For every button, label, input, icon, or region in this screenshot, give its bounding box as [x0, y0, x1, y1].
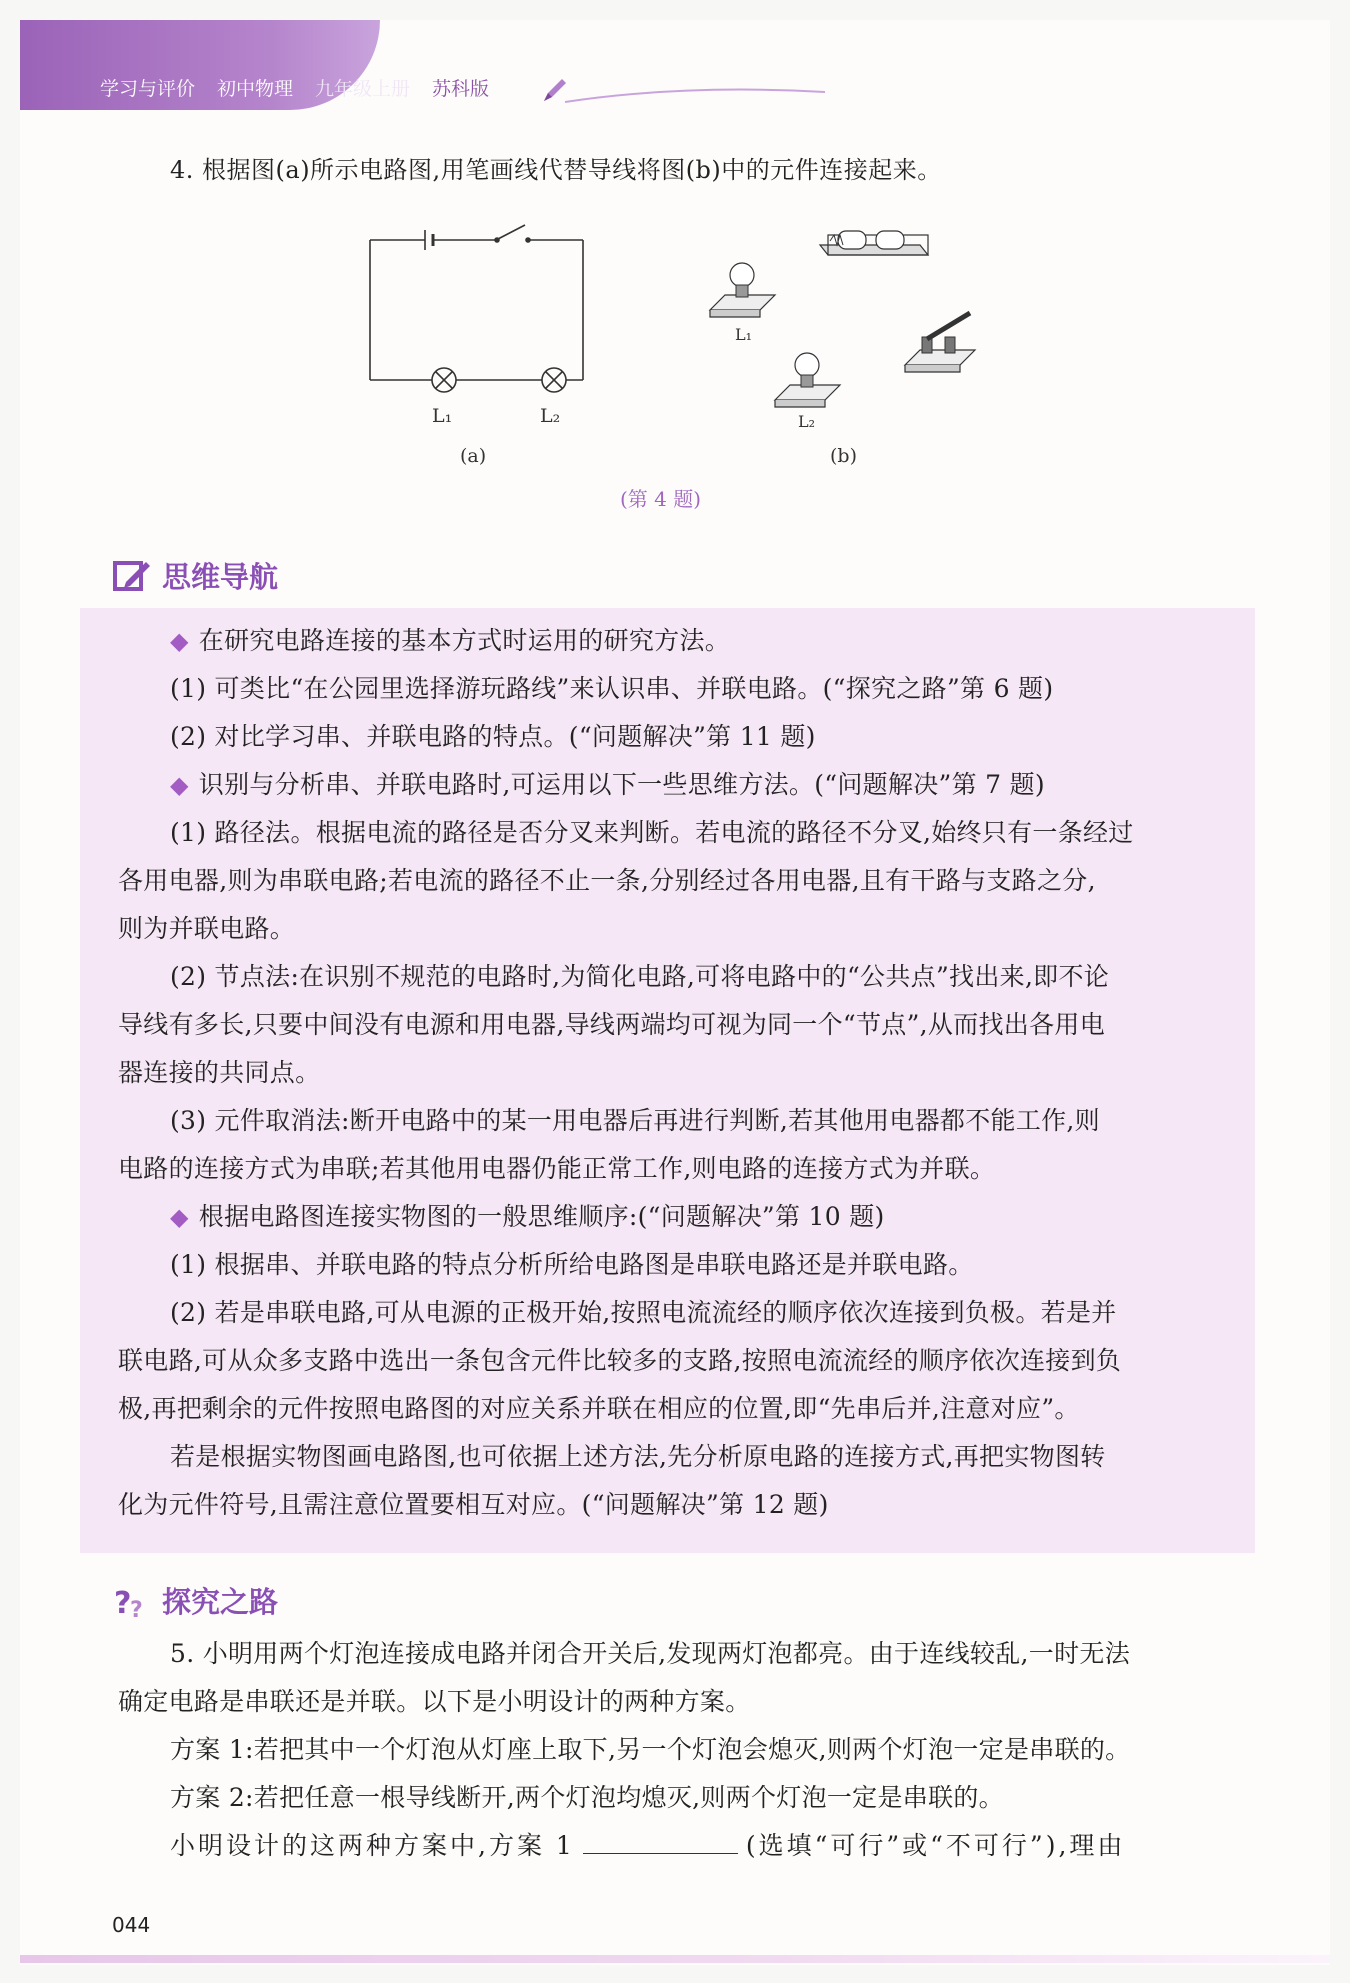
nav-line-16: 联电路,可从众多支路中选出一条包含元件比较多的支路,按照电流流经的顺序依次连接到负 — [118, 1346, 1122, 1375]
nav-line-17: 极,再把剩余的元件按照电路图的对应关系并联在相应的位置,即“先串后并,注意对应”。 — [118, 1394, 1080, 1423]
lamp-l2-icon — [775, 353, 840, 407]
circuit-diagram-a — [340, 210, 600, 420]
component-diagram-b — [680, 215, 1020, 435]
nav-line-10: 器连接的共同点。 — [118, 1058, 321, 1087]
svg-text:?: ? — [114, 1585, 132, 1619]
edit-note-icon — [112, 558, 152, 594]
nav-line-9: 导线有多长,只要中间没有电源和用电器,导线两端均可视为同一个“节点”,从而找出各用电 — [118, 1010, 1106, 1039]
explore-line-1: 5. 小明用两个灯泡连接成电路并闭合开关后,发现两灯泡都亮。由于连线较乱,一时无法 — [170, 1639, 1130, 1668]
switch-icon — [905, 313, 975, 372]
header-item-subject: 初中物理 — [217, 77, 294, 100]
plan-1-text: 方案 1:若把其中一个灯泡从灯座上取下,另一个灯泡会熄灭,则两个灯泡一定是串联的。 — [170, 1735, 1131, 1764]
nav-line-19: 化为元件符号,且需注意位置要相互对应。(“问题解决”第 12 题) — [118, 1490, 829, 1519]
nav-title-text: 思维导航 — [162, 560, 279, 594]
explore-question-line: 小明设计的这两种方案中,方案 1 (选填“可行”或“不可行”),理由 — [170, 1831, 1126, 1860]
lamp-l1-icon — [710, 263, 775, 317]
nav-line-13: ◆ 根据电路图连接实物图的一般思维顺序:(“问题解决”第 10 题) — [170, 1202, 885, 1231]
header-item-grade: 九年级上册 — [315, 77, 411, 100]
diamond-bullet-icon: ◆ — [170, 627, 189, 655]
figure-caption: (第 4 题) — [620, 487, 702, 511]
figure-a-label: (a) — [460, 445, 487, 467]
header-breadcrumb — [100, 72, 489, 102]
nav-line-6: 各用电器,则为串联电路;若电流的路径不止一条,分别经过各用电器,且有干路与支路之分, — [118, 866, 1096, 895]
header-item-book: 学习与评价 — [100, 77, 196, 100]
nav-line-7: 则为并联电路。 — [118, 914, 296, 943]
header-item-edition: 苏科版 — [432, 77, 490, 100]
nav-line-12: 电路的连接方式为串联;若其他用电器仍能正常工作,则电路的连接方式为并联。 — [118, 1154, 996, 1183]
figure-b-label: (b) — [830, 445, 857, 467]
diamond-bullet-icon: ◆ — [170, 1203, 189, 1231]
lamp-l1-label-b: L₁ — [735, 325, 753, 344]
explore-section-title — [112, 1580, 278, 1621]
nav-line-5: (1) 路径法。根据电流的路径是否分叉来判断。若电流的路径不分叉,始终只有一条经过 — [170, 818, 1134, 847]
nav-line-18: 若是根据实物图画电路图,也可依据上述方法,先分析原电路的连接方式,再把实物图转 — [170, 1442, 1106, 1471]
nav-section-title — [112, 555, 278, 596]
plan-2-text: 方案 2:若把任意一根导线断开,两个灯泡均熄灭,则两个灯泡一定是串联的。 — [170, 1783, 1004, 1812]
diamond-bullet-icon: ◆ — [170, 771, 189, 799]
bottom-decor-band — [20, 1955, 1330, 1963]
svg-text:?: ? — [130, 1597, 143, 1619]
lamp-l2-label-a: L₂ — [540, 405, 561, 427]
nav-line-8: (2) 节点法:在识别不规范的电路时,为简化电路,可将电路中的“公共点”找出来,即不论 — [170, 962, 1110, 991]
nav-line-15: (2) 若是串联电路,可从电源的正极开始,按照电流流经的顺序依次连接到负极。若是并 — [170, 1298, 1117, 1327]
explore-title-text: 探究之路 — [162, 1585, 279, 1619]
nav-line-14: (1) 根据串、并联电路的特点分析所给电路图是串联电路还是并联电路。 — [170, 1250, 974, 1279]
explore-line-2: 确定电路是串联还是并联。以下是小明设计的两种方案。 — [118, 1687, 751, 1716]
answer-blank-field[interactable] — [583, 1831, 738, 1854]
battery-icon — [820, 231, 928, 255]
nav-line-3: (2) 对比学习串、并联电路的特点。(“问题解决”第 11 题) — [170, 722, 816, 751]
nav-line-4: ◆ 识别与分析串、并联电路时,可运用以下一些思维方法。(“问题解决”第 7 题) — [170, 770, 1045, 799]
question-mark-icon — [112, 1583, 152, 1619]
page-number: 044 — [112, 1913, 151, 1937]
nav-line-2: (1) 可类比“在公园里选择游玩路线”来认识串、并联电路。(“探究之路”第 6 题) — [170, 674, 1054, 703]
header-swoosh — [565, 80, 825, 110]
nav-line-1: ◆ 在研究电路连接的基本方式时运用的研究方法。 — [170, 626, 731, 655]
lamp-l2-label-b: L₂ — [798, 412, 816, 431]
question-4-text: 4. 根据图(a)所示电路图,用笔画线代替导线将图(b)中的元件连接起来。 — [170, 156, 942, 184]
lamp-l1-label-a: L₁ — [432, 405, 453, 427]
nav-line-11: (3) 元件取消法:断开电路中的某一用电器后再进行判断,若其他用电器都不能工作,则 — [170, 1106, 1100, 1135]
page — [20, 20, 1330, 1965]
